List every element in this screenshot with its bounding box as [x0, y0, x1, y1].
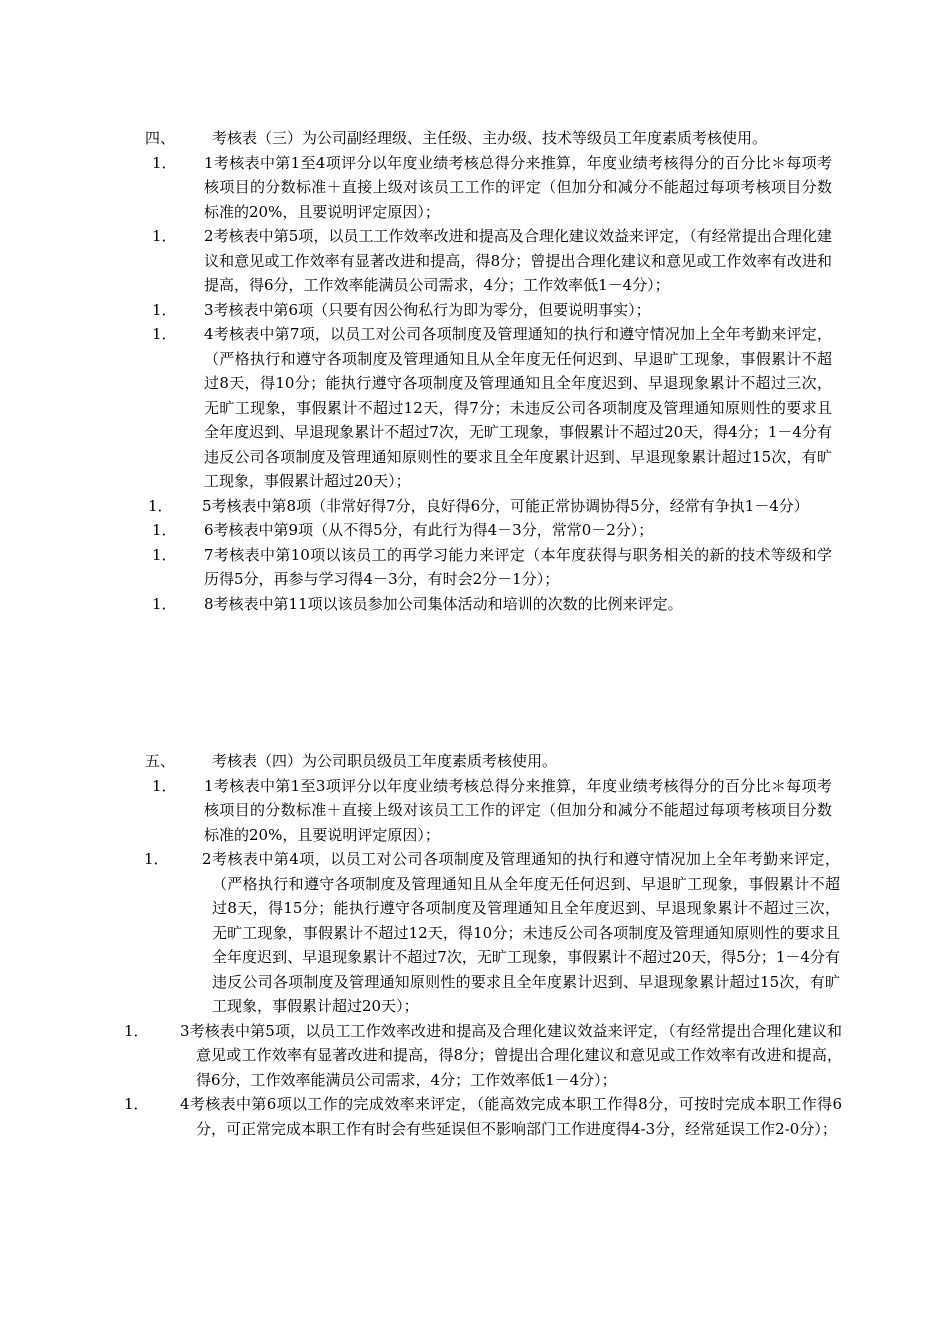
list-item-text: 1考核表中第1至4项评分以年度业绩考核总得分来推算，年度业绩考核得分的百分比＊每项考核项目的分数标准＋直接上级对该员工工作的评定（但加分和减分不能超过每项考核项目分数标准的20%，且要说明评定原因）； — [204, 153, 832, 221]
list-item-text: 4考核表中第6项以工作的完成效率来评定，（能高效完成本职工作得8分，可按时完成本职工作得6分，可正常完成本职工作有时会有些延误但不影响部门工作进度得4-3分，经常延误工作2-0分）； — [180, 1095, 842, 1138]
list-marker: 1． — [152, 545, 177, 564]
list-marker: 1． — [144, 850, 169, 868]
list-item — [152, 151, 832, 225]
list-item-text: 6考核表中第9项（从不得5分，有此行为得4－3分，常常0－2分）； — [204, 521, 654, 539]
list-marker: 1． — [152, 300, 177, 319]
list-item — [152, 298, 832, 323]
list-item — [148, 494, 836, 519]
list-item-text: 7考核表中第10项以该员工的再学习能力来评定（本年度获得与职务相关的新的技术等级和学历得5分，再参与学习得4－3分，有时会2分－1分）； — [204, 545, 832, 588]
list-item-text: 2考核表中第4项，以员工对公司各项制度及管理通知的执行和遵守情况加上全年考勤来评定，（严格执行和遵守各项制度及管理通知且从全年度无任何迟到、早退旷工现象，事假累计不超过8天，得15分；能执行遵守各项制度及管理通知且全年度迟到、早退现象累计不超过三次，无旷工现象，事假累计不超过12天，得10分；未违反公司各项制度及管理通知原则性的要求且全年度迟到、早退现象累计不超过7次，无旷工现象，事假累计不超过20天，得5分；1－4分有违反公司各项制度及管理通知原则性的要求且全年度累计迟到、早退现象累计超过15次，有旷工现象，事假累计超过20天）； — [202, 850, 840, 1015]
list-item-text: 5考核表中第8项（非常好得7分，良好得6分，可能正常协调协得5分，经常有争执1－4分） — [202, 496, 809, 515]
list-item — [124, 1019, 842, 1093]
list-marker: 1． — [152, 594, 177, 613]
section-four — [0, 126, 950, 616]
list-marker: 1． — [152, 153, 177, 172]
section-five-heading — [145, 749, 832, 774]
list-item-text: 4考核表中第7项，以员工对公司各项制度及管理通知的执行和遵守情况加上全年考勤来评定，（严格执行和遵守各项制度及管理通知且从全年度无任何迟到、早退旷工现象，事假累计不超过8天，得10分；能执行遵守各项制度及管理通知且全年度迟到、早退现象累计不超过三次，无旷工现象，事假累计不超过12天，得7分；未违反公司各项制度及管理通知原则性的要求且全年度迟到、早退现象累计不超过7次，无旷工现象，事假累计不超过20天，得4分；1－4分有违反公司各项制度及管理通知原则性的要求且全年度累计迟到、早退现象累计超过15次，有旷工现象，事假累计超过20天）； — [204, 325, 832, 490]
section-five-number: 五、 — [145, 752, 176, 770]
list-marker: 1． — [152, 227, 177, 245]
section-four-title: 考核表（三）为公司副经理级、主任级、主办级、技术等级员工年度素质考核使用。 — [212, 129, 768, 147]
list-marker: 1． — [148, 496, 173, 515]
list-item — [152, 518, 832, 543]
section-four-heading — [145, 126, 832, 151]
list-item — [152, 774, 832, 848]
list-item-text: 8考核表中第11项以该员参加公司集体活动和培训的次数的比例来评定。 — [204, 594, 683, 613]
list-marker: 1． — [152, 521, 177, 539]
list-item — [152, 322, 832, 494]
list-marker: 1． — [124, 1095, 149, 1113]
list-item — [152, 592, 832, 617]
list-item — [152, 224, 832, 298]
list-item-text: 1考核表中第1至3项评分以年度业绩考核总得分来推算，年度业绩考核得分的百分比＊每项考核项目的分数标准＋直接上级对该员工工作的评定（但加分和减分不能超过每项考核项目分数标准的20%，且要说明评定原因）； — [204, 776, 832, 844]
list-item-text: 3考核表中第5项，以员工工作效率改进和提高及合理化建议效益来评定，（有经常提出合理化建议和意见或工作效率有显著改进和提高，得8分；曾提出合理化建议和意见或工作效率有改进和提高，得6分，工作效率能满员公司需求，4分；工作效率低1－4分）； — [180, 1021, 842, 1089]
list-marker: 1． — [152, 776, 177, 795]
list-item — [152, 543, 832, 592]
section-five — [0, 749, 950, 1141]
list-marker: 1． — [152, 325, 177, 343]
section-five-title: 考核表（四）为公司职员级员工年度素质考核使用。 — [212, 752, 558, 770]
section-four-number: 四、 — [145, 129, 176, 147]
list-item — [144, 847, 840, 1019]
list-item-text: 2考核表中第5项，以员工工作效率改进和提高及合理化建议效益来评定，（有经常提出合理化建议和意见或工作效率有显著改进和提高，得8分；曾提出合理化建议和意见或工作效率有改进和提高，得6分，工作效率能满员公司需求，4分；工作效率低1－4分）； — [204, 227, 832, 294]
list-marker: 1． — [124, 1021, 149, 1040]
list-item — [124, 1092, 842, 1141]
list-item-text: 3考核表中第6项（只要有因公徇私行为即为零分，但要说明事实）； — [204, 300, 651, 319]
